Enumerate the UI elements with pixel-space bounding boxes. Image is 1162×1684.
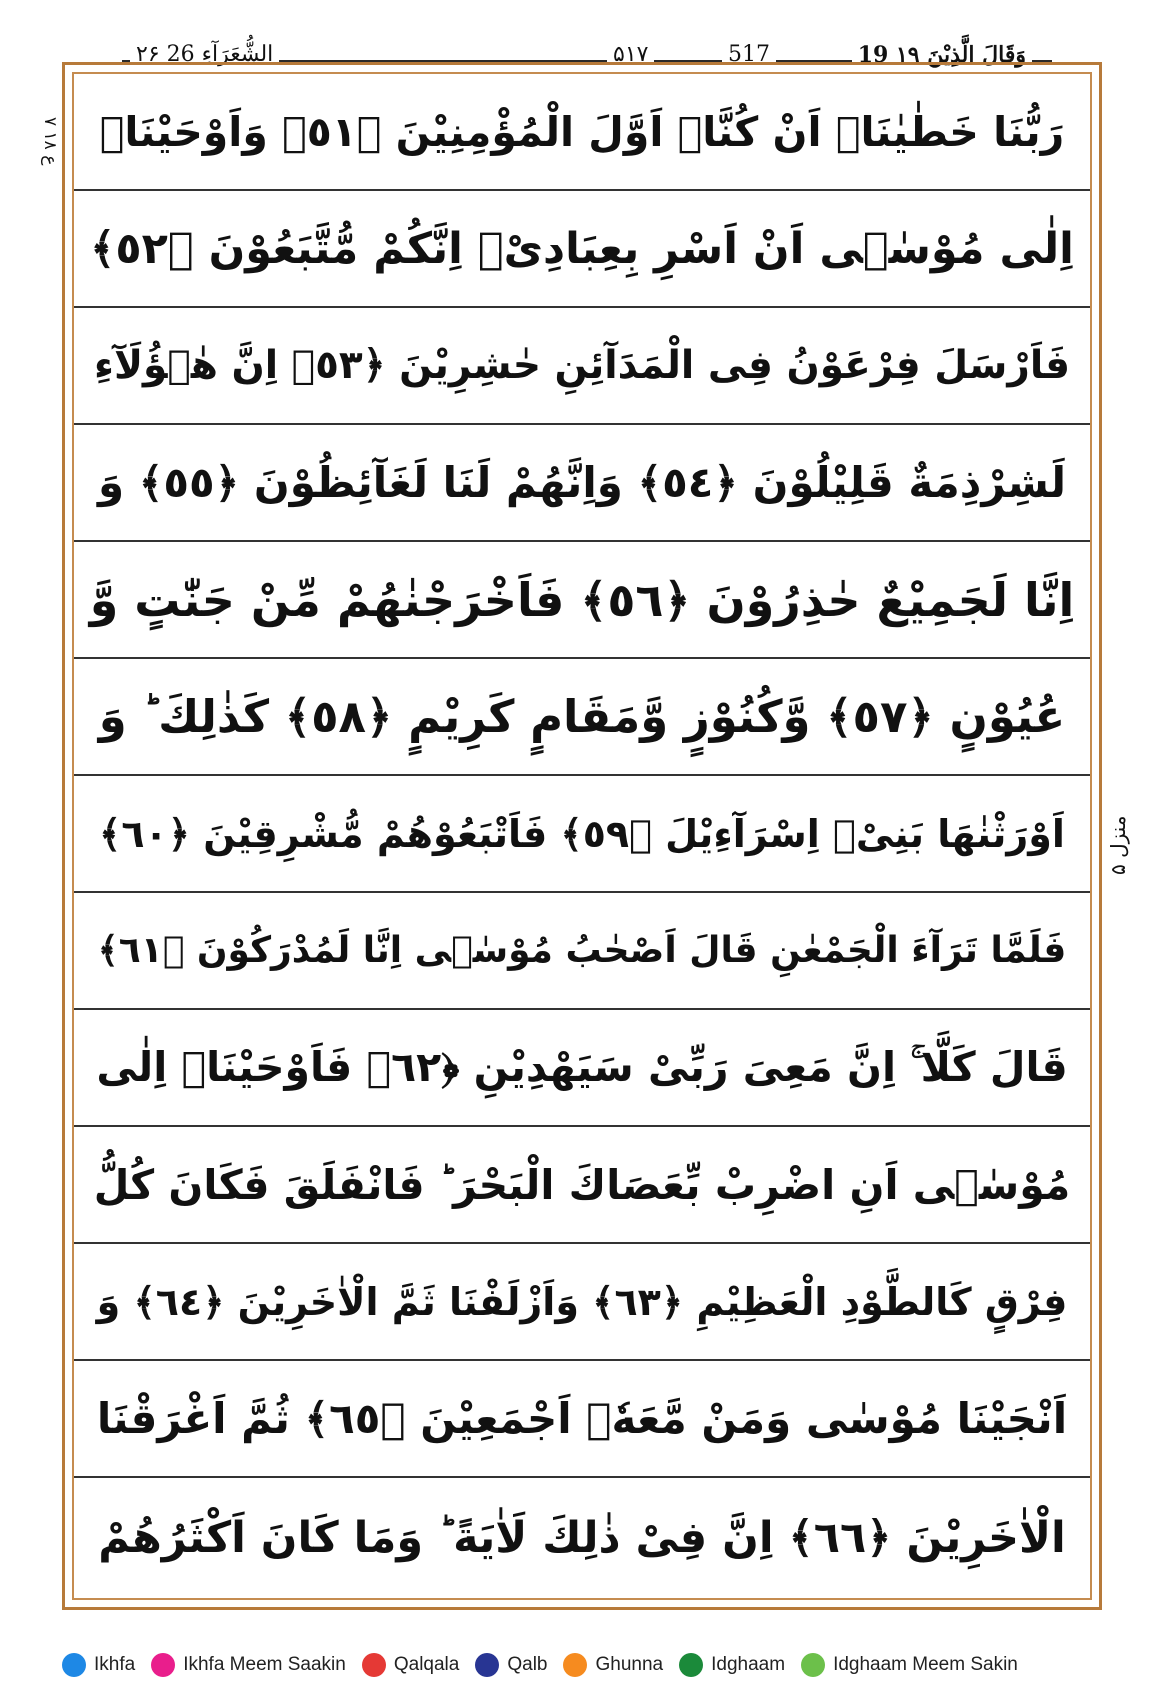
legend-label: Idghaam [711,1654,786,1675]
legend-item-ikhfa [62,1653,135,1677]
qalb-color-dot-icon [475,1653,499,1677]
legend-label: Qalb [507,1654,548,1675]
juz-name: 19 وَقَالَ الَّذِيْنَ ۱۹ [852,38,1032,72]
ghunna-color-dot-icon [563,1653,587,1677]
legend-item-idghaam [679,1653,785,1677]
legend-item-idghaam-meem-sakin [801,1653,1018,1677]
verse-text: لَشِرْذِمَةٌ قَلِيْلُوْنَ ﴿٥٤﴾ وَاِنَّهُمْ لَنَا لَغَآئِظُوْنَ ﴿٥٥﴾ وَ [98,458,1066,507]
verse-text: اِلٰى مُوْسٰۤى اَنْ اَسْرِ بِعِبَادِیْۤ اِنَّكُمْ مُّتَّبَعُوْنَ ﴿٥٢﴾ [90,223,1074,274]
verse-text: اَوْرَثْنٰهَا بَنِیْۤ اِسْرَآءِيْلَ ﴿٥٩﴾ فَاَتْبَعُوْهُمْ مُّشْرِقِيْنَ ﴿٦٠﴾ [99,811,1065,856]
verse-text: الْاٰخَرِيْنَ ﴿٦٦﴾ اِنَّ فِیْ ذٰلِكَ لَاٰيَةً ؕ وَمَا كَانَ اَكْثَرُهُمْ [98,1513,1066,1563]
ikhfa-color-dot-icon [62,1653,86,1677]
verse-text: قَالَ كَلَّا ۚ اِنَّ مَعِیَ رَبِّیْ سَيَهْدِيْنِ ﴿٦٢﴾ فَاَوْحَيْنَاۤ اِلٰى [96,1043,1068,1091]
verse-text: فَلَمَّا تَرَآءَ الْجَمْعٰنِ قَالَ اَصْحٰبُ مُوْسٰۤى اِنَّا لَمُدْرَكُوْنَ ﴿٦١﴾ [97,930,1067,971]
text-line [74,74,1090,191]
verse-text: فَاَرْسَلَ فِرْعَوْنُ فِی الْمَدَآئِنِ حٰشِرِيْنَ ﴿٥٣﴾ اِنَّ هٰۤؤُلَآءِ [94,343,1070,388]
surah-name: ۲۶ الشُّعَرَآءِ 26 [130,38,279,72]
legend-item-qalb [475,1653,547,1677]
qalqala-color-dot-icon [362,1653,386,1677]
verse-text: اِنَّا لَجَمِيْعٌ حٰذِرُوْنَ ﴿٥٦﴾ فَاَخْرَجْنٰهُمْ مِّنْ جَنّٰتٍ وَّ [89,572,1075,627]
text-line [74,1127,1090,1244]
tajweed-legend [62,1650,1142,1680]
verse-text: رَبُّنَا خَطٰيٰنَاۤ اَنْ كُنَّاۤ اَوَّلَ الْمُؤْمِنِيْنَ ﴿٥١﴾ وَاَوْحَيْنَاۤ [99,107,1065,156]
legend-label: Ikhfa Meem Saakin [183,1654,346,1675]
ruku-mark: ع ۱۸ ۷ [40,116,60,166]
text-line [74,1478,1090,1598]
verse-text: فِرْقٍ كَالطَّوْدِ الْعَظِيْمِ ﴿٦٣﴾ وَاَزْلَفْنَا ثَمَّ الْاٰخَرِيْنَ ﴿٦٤﴾ وَ [96,1279,1068,1324]
text-line [74,893,1090,1010]
legend-label: Qalqala [393,1654,460,1675]
text-line [74,1361,1090,1478]
idghaam-meem-color-dot-icon [801,1653,825,1677]
legend-item-ikhfa-meem-saakin [151,1653,346,1677]
manzil-mark: منزل ۵ [1106,815,1130,875]
text-line [74,776,1090,893]
quran-text-block [74,74,1090,1598]
legend-label: Ikhfa [94,1654,136,1675]
text-line [74,659,1090,776]
legend-item-qalqala [362,1653,460,1677]
text-line [74,1010,1090,1127]
legend-item-ghunna [563,1653,663,1677]
legend-label: Ghunna [595,1654,664,1675]
page-number: 517 [722,38,776,72]
text-line [74,1244,1090,1361]
idghaam-color-dot-icon [679,1653,703,1677]
legend-label: Idghaam Meem Sakin [833,1654,1018,1675]
ikhfa-meem-color-dot-icon [151,1653,175,1677]
verse-text: اَنْجَيْنَا مُوْسٰى وَمَنْ مَّعَهٗۤ اَجْمَعِيْنَ ﴿٦٥﴾ ثُمَّ اَغْرَقْنَا [96,1394,1068,1443]
page-number-arabic: ۵۱۷ [607,38,654,72]
text-line [74,425,1090,542]
verse-text: عُيُوْنٍ ﴿٥٧﴾ وَّكُنُوْزٍ وَّمَقَامٍ كَرِيْمٍ ﴿٥٨﴾ كَذٰلِكَ ؕ وَ [98,690,1066,743]
text-line [74,308,1090,425]
text-line [74,542,1090,659]
verse-text: مُوْسٰۤى اَنِ اضْرِبْ بِّعَصَاكَ الْبَحْرَ ؕ فَانْفَلَقَ فَكَانَ كُلُّ [93,1160,1071,1209]
text-line [74,191,1090,308]
